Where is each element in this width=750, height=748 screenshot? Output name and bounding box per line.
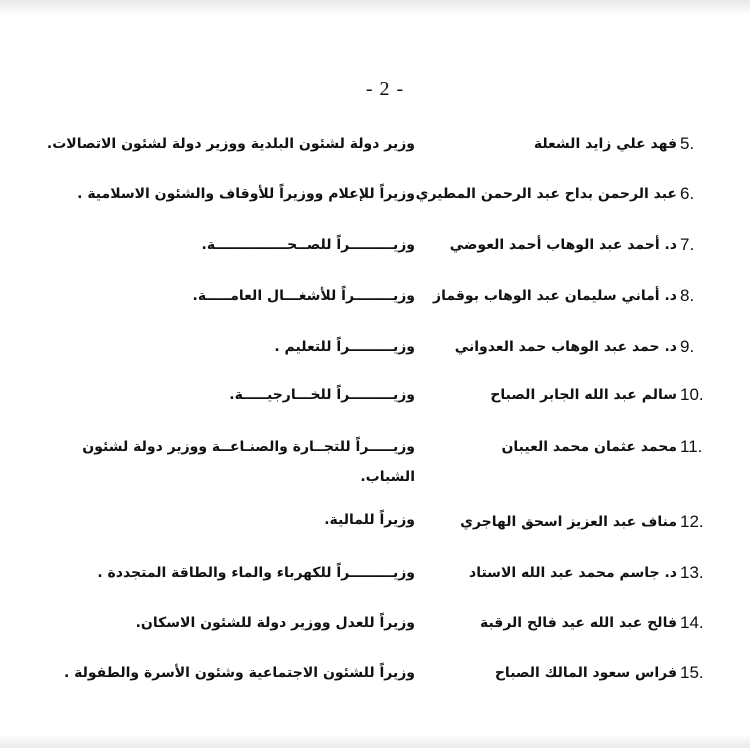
minister-role: وزيـــــــــراً للتعليم . — [274, 339, 415, 355]
minister-role: وزيراً للمالية. — [324, 512, 415, 528]
minister-name: فهد علي زايد الشعلة — [533, 136, 677, 152]
item-number: 11. — [680, 437, 703, 456]
minister-role: وزيـــــراً للتجــارة والصنـاعــة ووزير دولة لشئون الشباب. — [82, 439, 415, 485]
item-number: 12. — [680, 512, 704, 531]
page-number: - 2 - — [365, 78, 405, 100]
item-number: 7. — [680, 235, 695, 254]
minister-role: وزيـــــــــراً للخـــارجيـــــة. — [229, 387, 415, 403]
item-number: 15. — [680, 663, 704, 682]
minister-name: د. أحمد عبد الوهاب أحمد العوضي — [449, 237, 677, 253]
minister-name: د. أماني سليمان عبد الوهاب بوقماز — [433, 288, 677, 304]
item-number: 8. — [680, 286, 695, 305]
item-number: 9. — [680, 337, 695, 356]
item-number: 14. — [680, 613, 704, 632]
item-number: 5. — [680, 134, 695, 153]
minister-name: مناف عبد العزيز اسحق الهاجري — [460, 514, 677, 530]
page-edge-top — [0, 0, 750, 16]
minister-name: سالم عبد الله الجابر الصباح — [490, 387, 677, 403]
minister-name: فراس سعود المالك الصباح — [494, 665, 677, 681]
minister-name: د. حمد عبد الوهاب حمد العدواني — [454, 339, 677, 355]
item-number: 6. — [680, 184, 695, 203]
minister-role: وزيـــــــــراً للكهرباء والماء والطاقة المتجددة . — [97, 565, 415, 581]
minister-name: د. جاسم محمد عبد الله الاستاد — [469, 565, 677, 581]
minister-role: وزير دولة لشئون البلدية ووزير دولة لشئون الاتصالات. — [46, 136, 415, 152]
item-number: 10. — [680, 385, 704, 404]
minister-role: وزيــــــــراً للأشغـــال العامـــــة. — [192, 288, 415, 304]
minister-role: وزيراً للشئون الاجتماعية وشئون الأسرة والطفولة . — [63, 665, 415, 681]
minister-role: وزيراً للإعلام ووزيراً للأوقاف والشئون الاسلامية . — [77, 186, 415, 202]
minister-role: وزيراً للعدل ووزير دولة للشئون الاسكان. — [135, 615, 415, 631]
minister-name: فالح عبد الله عيد فالح الرقبة — [479, 615, 677, 631]
minister-role: وزيـــــــــراً للصــحـــــــــــــــة. — [201, 237, 415, 253]
minister-name: عبد الرحمن بداح عبد الرحمن المطيري — [415, 186, 677, 202]
minister-name: محمد عثمان محمد العيبان — [501, 439, 677, 455]
item-number: 13. — [680, 563, 704, 582]
page-edge-bottom — [0, 734, 750, 748]
